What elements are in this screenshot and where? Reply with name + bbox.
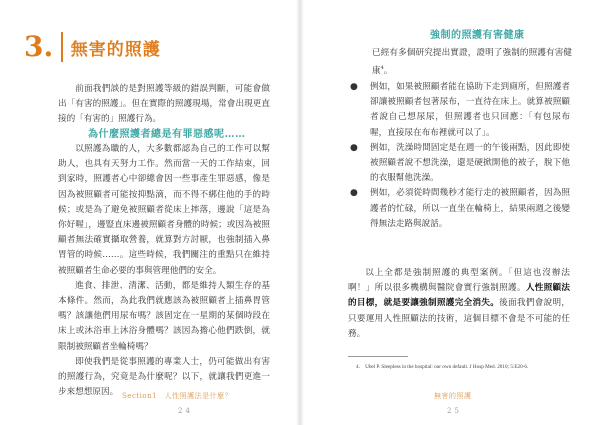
body-paragraph: 即使我們是從事照護的專業人士，仍可能做出有害的照護行為，究竟是為什麼呢？以下，就讓我們更進一步來想想原因。 — [58, 356, 270, 398]
right-intro-sentence: 已經有多個研究提出實證，證明了強制的照護有害健康 — [372, 48, 572, 77]
list-item-text: 例如，必須從時間幾秒才能行走的被照顧者，因為照護者的忙碌，所以一直坐在輪椅上，結果兩週之後變得無法走路與說話。 — [370, 188, 570, 229]
outro-plain: 以上全都是強制照護的典型案例。「但這也沒辦法啊！」所以很多機構與醫院會實行強制照護。 — [348, 268, 570, 294]
example-list — [348, 80, 570, 232]
list-item — [348, 186, 570, 232]
body-paragraph: 進食、排泄、清潔、活動，都是維持人類生存的基本條件。然而，為此我們就應該為被照顧者上插鼻胃管嗎？該讓他們用尿布嗎？該固定在一星期的某個時段在床上或沐浴車上沐浴身體嗎？該因為擔心他們跌倒，就限制被照顧者坐輪椅嗎？ — [58, 280, 270, 352]
left-body-text — [58, 142, 270, 400]
left-running-footer: Section1 人性照護法是什麼？ — [122, 392, 233, 400]
intro-paragraph: 前面我們談的是對照護等級的錯誤判斷，可能會做出「有害的照護」。但在實際的照護現場，常會出現更直接的「有害的」照護行為。 — [58, 84, 270, 125]
left-page-number: 24 — [178, 407, 193, 415]
bullet-icon: ● — [350, 142, 358, 153]
footnote-divider — [348, 356, 408, 357]
chapter-header — [24, 32, 161, 62]
right-intro-end: 。 — [383, 66, 393, 77]
chapter-title: 無害的照護 — [70, 39, 161, 60]
list-item — [348, 80, 570, 141]
list-item — [348, 141, 570, 187]
list-item-text: 例如，如果被照顧者能在協助下走到廁所，但照護者卻讓被照顧者包著尿布，一直待在床上。就算被照顧者說自己想尿尿，但照護者也只回應：「有包尿布喔，直接尿在布布裡就可以了」。 — [370, 82, 570, 138]
body-paragraph: 以照護為職的人，大多數都認為自己的工作可以幫助人，也具有天努力工作。然而當一天的工作結束，回到家時，照護者心中卻總會因一些事產生罪惡感，像是因為被照顧者可能按抑點滴，而不得不綁住他的手的時候；或是為了避免被照顧者從床上摔落，邊說「這是為你好喔」，邊豎直床邊被照顧者身體的時候；或因為被照顧者無法確實攝取營養，就算對方討厭，也強制插入鼻胃管的時候……。這些時候，我們關注的重點只在維持被照顧者生命必要的事與管理他們的安全。 — [58, 144, 270, 276]
bullet-icon: ● — [350, 82, 358, 92]
footnote: 4. Ubel P. Sleepless in the hospital: our own default. J Hosp Med. 2010; 5:E20-6. — [356, 364, 529, 370]
left-intro-text — [58, 82, 270, 128]
right-running-footer: 無害的照護 — [434, 392, 472, 400]
left-section-heading: 為什麼照護者總是有罪惡感呢…… — [88, 129, 246, 140]
bullet-icon: ● — [350, 188, 358, 199]
right-page-number: 25 — [447, 407, 462, 415]
footnote-ref: 4 — [380, 65, 384, 72]
right-outro-text — [348, 266, 570, 342]
chapter-divider — [61, 32, 63, 62]
right-intro-text — [372, 46, 572, 79]
list-item-text: 例如，洗澡時間固定是在週一的午後兩點，因此即使被照顧者說不想洗澡，還是硬掀開他的被子，脫下他的衣服幫他洗澡。 — [370, 142, 570, 184]
outro-bold: 人性照顧法的目標，就是要讓強制照護完全消失。 — [348, 283, 570, 309]
outro-tail: 後面我們會說明，只要運用人性照顧法的技術，這個目標不會是不可能的任務。 — [348, 298, 570, 339]
outro-paragraph — [348, 266, 570, 342]
chapter-number: 3. — [24, 30, 54, 63]
book-gutter — [296, 0, 304, 425]
right-section-heading: 強制的照護有害健康 — [430, 30, 525, 41]
